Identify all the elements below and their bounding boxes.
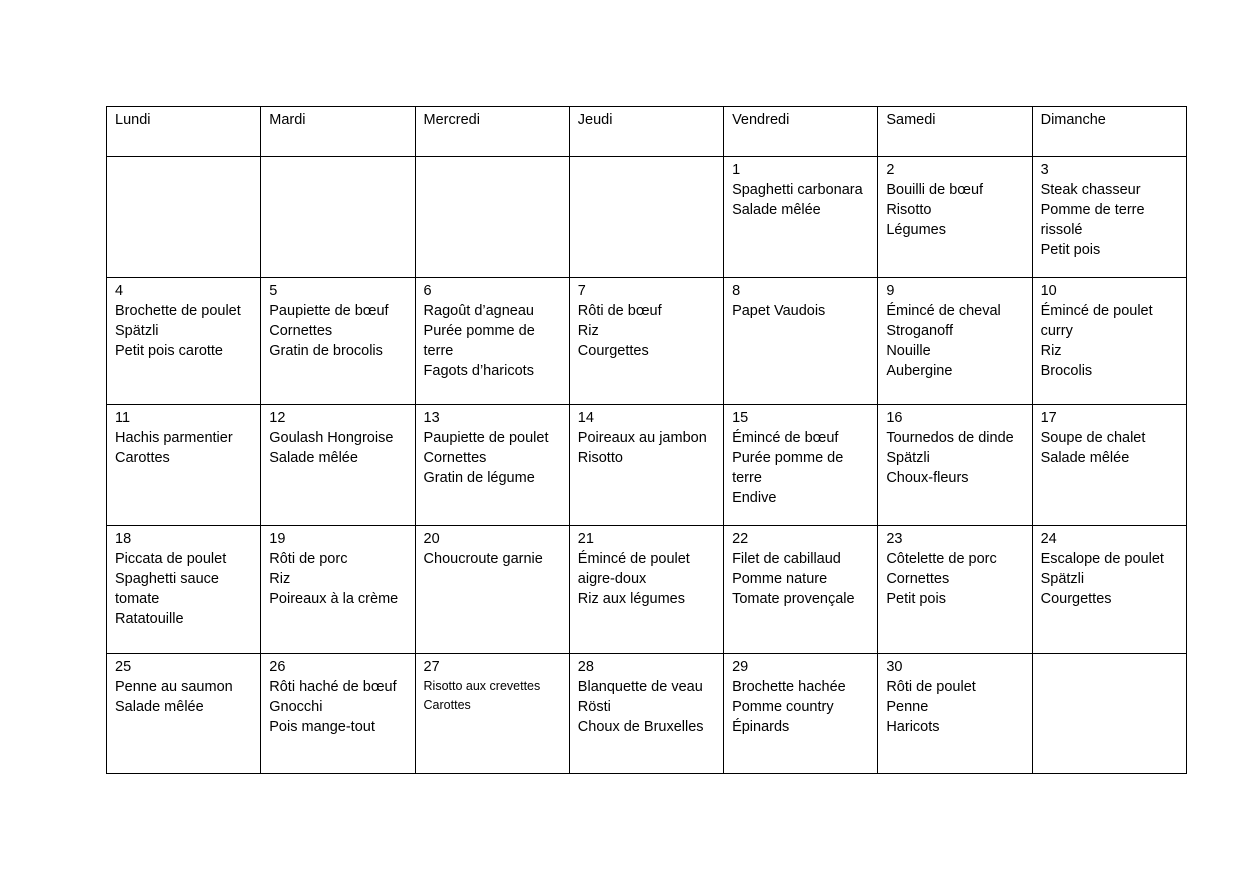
dish-item: Piccata de poulet [115,551,227,567]
day-number: 28 [577,659,594,675]
weekday-header: Mardi [261,107,415,157]
dish-item: Hachis parmentier [115,430,233,446]
dish-item: Bouilli de bœuf [886,182,984,198]
dish-item: Légumes [886,222,946,238]
dish-item: Salade mêlée [115,699,204,715]
dish-item: Épinards [732,719,790,735]
dish-item: Salade mêlée [269,450,358,466]
weekday-header-row [107,107,1187,157]
day-number: 29 [732,659,749,675]
empty-day-cell [1032,654,1186,774]
day-cell [415,526,569,654]
day-cell [1032,157,1186,278]
dish-item: Goulash Hongroise [269,430,394,446]
dish-item: Spaghetti sauce tomate [115,571,219,607]
dish-item: Petit pois carotte [115,343,223,359]
day-cell [569,654,723,774]
day-cell [878,157,1032,278]
day-cell [261,278,415,405]
dish-item: Purée pomme de terre [423,323,535,359]
dish-item: Tomate provençale [732,591,855,607]
dish-item: Salade mêlée [732,202,821,218]
dish-item: Spätzli [115,323,159,339]
day-number: 2 [886,162,895,178]
dish-item: Émincé de poulet curry [1040,303,1153,339]
dish-item: Nouille [886,343,931,359]
dish-item: Courgettes [1040,591,1112,607]
dish-item: Riz aux légumes [577,591,685,607]
dish-item: Rösti [577,699,611,715]
dish-item: Purée pomme de terre [732,450,844,486]
day-cell [724,654,878,774]
day-number: 1 [732,162,741,178]
day-number: 16 [886,410,903,426]
dish-item: Penne au saumon [115,679,233,695]
dish-item: Émincé de bœuf [732,430,839,446]
weekday-header: Vendredi [724,107,878,157]
weekday-header: Dimanche [1032,107,1186,157]
dish-item: Risotto aux crevettes [423,679,541,693]
dish-item: Cornettes [423,450,487,466]
dish-item: Haricots [886,719,940,735]
day-cell [107,654,261,774]
empty-day-cell [107,157,261,278]
dish-item: Risotto [577,450,623,466]
day-cell [724,278,878,405]
day-cell [878,654,1032,774]
dish-item: Riz [1040,343,1062,359]
week-row [107,405,1187,526]
day-number: 15 [732,410,749,426]
dish-item: Rôti de porc [269,551,348,567]
day-number: 14 [577,410,594,426]
day-cell [415,278,569,405]
day-number: 17 [1040,410,1057,426]
monthly-menu-table [106,106,1187,774]
dish-item: Spätzli [886,450,930,466]
dish-item: Steak chasseur [1040,182,1141,198]
empty-day-cell [261,157,415,278]
dish-item: Émincé de poulet aigre-doux [577,551,690,587]
day-number: 4 [115,283,124,299]
dish-item: Soupe de chalet [1040,430,1146,446]
empty-day-cell [569,157,723,278]
day-cell [415,405,569,526]
dish-item: Gnocchi [269,699,323,715]
week-row [107,278,1187,405]
dish-item: Cornettes [269,323,333,339]
day-number: 27 [423,659,440,675]
dish-item: Rôti de poulet [886,679,976,695]
dish-item: Paupiette de poulet [423,430,549,446]
dish-item: Fagots d’haricots [423,363,534,379]
day-cell [107,526,261,654]
dish-item: Pomme de terre rissolé [1040,202,1145,238]
dish-item: Pomme country [732,699,834,715]
dish-item: Ragoût d’agneau [423,303,534,319]
day-cell [107,278,261,405]
dish-item: Choucroute garnie [423,551,543,567]
day-number: 30 [886,659,903,675]
day-number: 21 [577,531,594,547]
day-number: 9 [886,283,895,299]
day-cell [569,405,723,526]
dish-item: Gratin de légume [423,470,535,486]
dish-item: Penne [886,699,929,715]
day-number: 19 [269,531,286,547]
day-number: 13 [423,410,440,426]
dish-item: Émincé de cheval Stroganoff [886,303,1001,339]
day-cell [724,405,878,526]
dish-item: Carottes [423,698,471,712]
dish-item: Tournedos de dinde [886,430,1014,446]
dish-item: Poireaux au jambon [577,430,707,446]
dish-item: Ratatouille [115,611,184,627]
day-number: 23 [886,531,903,547]
day-cell [724,157,878,278]
dish-item: Brochette de poulet [115,303,241,319]
dish-item: Carottes [115,450,170,466]
day-number: 12 [269,410,286,426]
dish-item: Risotto [886,202,932,218]
dish-item: Escalope de poulet [1040,551,1164,567]
day-number: 11 [115,410,131,426]
day-cell [415,654,569,774]
day-number: 6 [423,283,432,299]
day-number: 18 [115,531,132,547]
menu-body [107,157,1187,774]
day-number: 25 [115,659,132,675]
dish-item: Choux-fleurs [886,470,969,486]
dish-item: Choux de Bruxelles [577,719,704,735]
day-number: 22 [732,531,749,547]
dish-item: Riz [577,323,599,339]
dish-item: Pois mange-tout [269,719,375,735]
week-row [107,157,1187,278]
day-number: 26 [269,659,286,675]
day-number: 3 [1040,162,1049,178]
day-number: 10 [1040,283,1057,299]
dish-item: Paupiette de bœuf [269,303,389,319]
dish-item: Poireaux à la crème [269,591,399,607]
dish-item: Spaghetti carbonara [732,182,863,198]
day-number: 24 [1040,531,1057,547]
day-number: 8 [732,283,741,299]
day-cell [569,526,723,654]
dish-item: Riz [269,571,291,587]
weekday-header: Lundi [107,107,261,157]
dish-item: Pomme nature [732,571,828,587]
weekday-header: Jeudi [569,107,723,157]
dish-item: Gratin de brocolis [269,343,383,359]
day-cell [1032,278,1186,405]
week-row [107,526,1187,654]
day-number: 20 [423,531,440,547]
day-cell [261,526,415,654]
dish-item: Cornettes [886,571,950,587]
dish-item: Blanquette de veau [577,679,703,695]
dish-item: Filet de cabillaud [732,551,841,567]
day-cell [878,405,1032,526]
dish-item: Brochette hachée [732,679,846,695]
dish-item: Salade mêlée [1040,450,1130,466]
dish-item: Brocolis [1040,363,1093,379]
dish-item: Rôti haché de bœuf [269,679,397,695]
dish-item: Petit pois [886,591,946,607]
dish-item: Aubergine [886,363,953,379]
day-number: 5 [269,283,278,299]
dish-item: Rôti de bœuf [577,303,662,319]
week-row [107,654,1187,774]
dish-item: Endive [732,490,777,506]
day-cell [1032,526,1186,654]
weekday-header: Samedi [878,107,1032,157]
day-cell [261,654,415,774]
dish-item: Papet Vaudois [732,303,826,319]
day-cell [1032,405,1186,526]
day-cell [261,405,415,526]
day-number: 7 [577,283,586,299]
dish-item: Spätzli [1040,571,1085,587]
day-cell [724,526,878,654]
dish-item: Côtelette de porc [886,551,997,567]
dish-item: Courgettes [577,343,649,359]
day-cell [107,405,261,526]
day-cell [569,278,723,405]
empty-day-cell [415,157,569,278]
day-cell [878,526,1032,654]
weekday-header: Mercredi [415,107,569,157]
day-cell [878,278,1032,405]
dish-item: Petit pois [1040,242,1101,258]
